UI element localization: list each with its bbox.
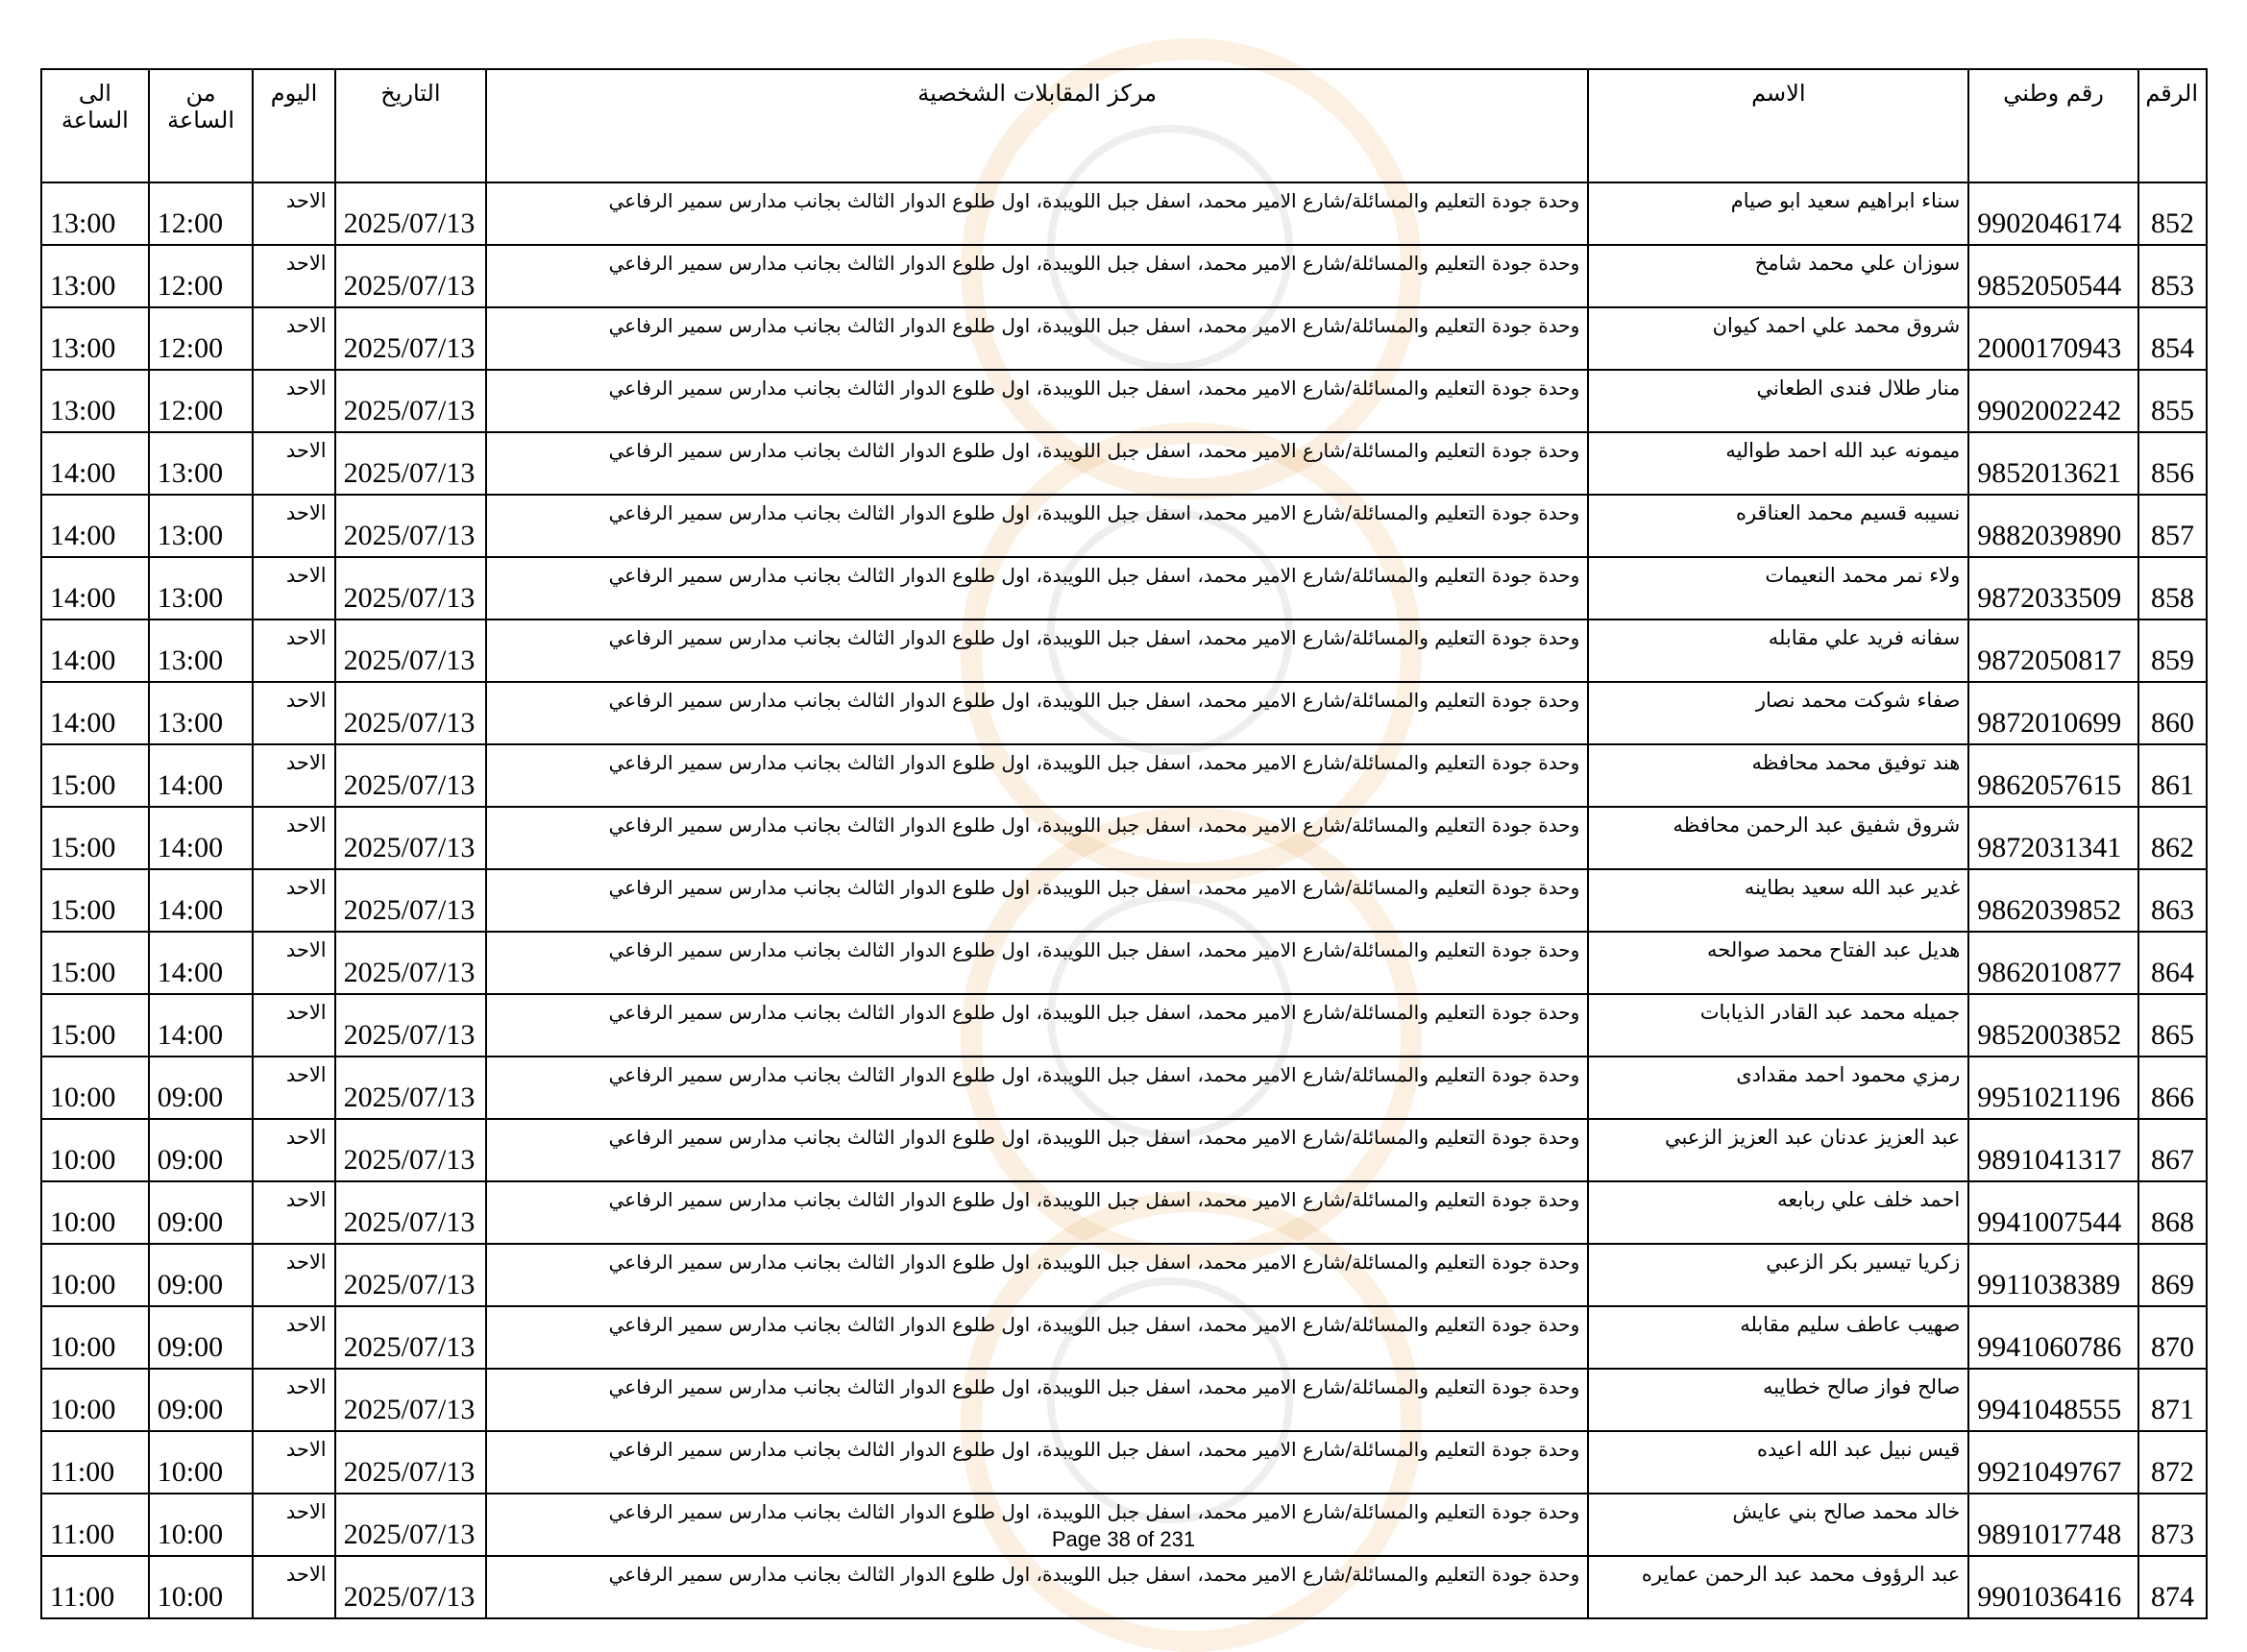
table-row [41,1556,2207,1618]
cell-to-time: 10:00 [41,1244,149,1306]
cell-name: عبد الرؤوف محمد عبد الرحمن عمايره [1588,1556,1968,1618]
cell-from-time: 09:00 [149,1057,254,1119]
cell-name: ميمونه عبد الله احمد طواليه [1588,432,1968,495]
table-row [41,1369,2207,1431]
cell-center: وحدة جودة التعليم والمسائلة/شارع الامير محمد، اسفل جبل اللويبدة، اول طلوع الدوار الثالث بجانب مدارس سمير الرفاعي [486,432,1588,495]
cell-to-time: 11:00 [41,1556,149,1618]
cell-date: 2025/07/13 [335,1494,486,1556]
cell-center: وحدة جودة التعليم والمسائلة/شارع الامير محمد، اسفل جبل اللويبدة، اول طلوع الدوار الثالث بجانب مدارس سمير الرفاعي [486,245,1588,307]
cell-to-time: 14:00 [41,557,149,620]
cell-to-time: 13:00 [41,245,149,307]
cell-day: الاحد [253,869,334,932]
cell-date: 2025/07/13 [335,495,486,557]
cell-national-id: 9852050544 [1968,245,2138,307]
cell-to-time: 15:00 [41,869,149,932]
cell-to-time: 15:00 [41,744,149,807]
cell-name: صهيب عاطف سليم مقابله [1588,1306,1968,1369]
cell-name: ولاء نمر محمد النعيمات [1588,557,1968,620]
cell-national-id: 9911038389 [1968,1244,2138,1306]
cell-day: الاحد [253,932,334,994]
header-seq: الرقم [2138,69,2207,182]
table-row [41,744,2207,807]
table-row [41,869,2207,932]
cell-date: 2025/07/13 [335,1181,486,1244]
cell-center: وحدة جودة التعليم والمسائلة/شارع الامير محمد، اسفل جبل اللويبدة، اول طلوع الدوار الثالث بجانب مدارس سمير الرفاعي [486,1181,1588,1244]
cell-date: 2025/07/13 [335,1556,486,1618]
cell-from-time: 13:00 [149,432,254,495]
cell-center: وحدة جودة التعليم والمسائلة/شارع الامير محمد، اسفل جبل اللويبدة، اول طلوع الدوار الثالث بجانب مدارس سمير الرفاعي [486,1556,1588,1618]
cell-national-id: 9941007544 [1968,1181,2138,1244]
cell-name: منار طلال فندى الطعاني [1588,370,1968,432]
cell-seq: 860 [2138,682,2207,744]
header-row [41,69,2207,182]
cell-from-time: 13:00 [149,557,254,620]
cell-day: الاحد [253,994,334,1057]
cell-day: الاحد [253,307,334,370]
cell-name: احمد خلف علي ربابعه [1588,1181,1968,1244]
cell-date: 2025/07/13 [335,557,486,620]
cell-date: 2025/07/13 [335,1369,486,1431]
cell-center: وحدة جودة التعليم والمسائلة/شارع الامير محمد، اسفل جبل اللويبدة، اول طلوع الدوار الثالث بجانب مدارس سمير الرفاعي [486,307,1588,370]
cell-national-id: 9882039890 [1968,495,2138,557]
cell-national-id: 9941048555 [1968,1369,2138,1431]
table-body [41,182,2207,1618]
cell-from-time: 09:00 [149,1244,254,1306]
cell-center: وحدة جودة التعليم والمسائلة/شارع الامير محمد، اسفل جبل اللويبدة، اول طلوع الدوار الثالث بجانب مدارس سمير الرفاعي [486,495,1588,557]
cell-to-time: 15:00 [41,807,149,869]
table-row [41,1244,2207,1306]
cell-from-time: 14:00 [149,807,254,869]
header-from-time: من الساعة [149,69,254,182]
cell-seq: 871 [2138,1369,2207,1431]
cell-from-time: 13:00 [149,495,254,557]
cell-national-id: 9902002242 [1968,370,2138,432]
cell-date: 2025/07/13 [335,1306,486,1369]
cell-national-id: 9862057615 [1968,744,2138,807]
cell-name: شروق شفيق عبد الرحمن محافظه [1588,807,1968,869]
cell-date: 2025/07/13 [335,1119,486,1181]
cell-national-id: 9891017748 [1968,1494,2138,1556]
cell-name: زكريا تيسير بكر الزعبي [1588,1244,1968,1306]
cell-day: الاحد [253,370,334,432]
cell-date: 2025/07/13 [335,245,486,307]
cell-name: جميله محمد عبد القادر الذيابات [1588,994,1968,1057]
cell-date: 2025/07/13 [335,307,486,370]
cell-center: وحدة جودة التعليم والمسائلة/شارع الامير محمد، اسفل جبل اللويبدة، اول طلوع الدوار الثالث بجانب مدارس سمير الرفاعي [486,869,1588,932]
cell-seq: 868 [2138,1181,2207,1244]
cell-seq: 867 [2138,1119,2207,1181]
cell-to-time: 15:00 [41,932,149,994]
table-row [41,557,2207,620]
cell-center: وحدة جودة التعليم والمسائلة/شارع الامير محمد، اسفل جبل اللويبدة، اول طلوع الدوار الثالث بجانب مدارس سمير الرفاعي [486,682,1588,744]
cell-name: قيس نبيل عبد الله اعيده [1588,1431,1968,1494]
cell-from-time: 12:00 [149,182,254,245]
cell-national-id: 9951021196 [1968,1057,2138,1119]
cell-seq: 866 [2138,1057,2207,1119]
cell-date: 2025/07/13 [335,807,486,869]
cell-date: 2025/07/13 [335,932,486,994]
cell-seq: 855 [2138,370,2207,432]
cell-name: نسيبه قسيم محمد العناقره [1588,495,1968,557]
cell-day: الاحد [253,1369,334,1431]
cell-to-time: 15:00 [41,994,149,1057]
cell-from-time: 14:00 [149,744,254,807]
cell-date: 2025/07/13 [335,744,486,807]
cell-seq: 859 [2138,620,2207,682]
cell-center: وحدة جودة التعليم والمسائلة/شارع الامير محمد، اسفل جبل اللويبدة، اول طلوع الدوار الثالث بجانب مدارس سمير الرفاعي [486,1306,1588,1369]
cell-from-time: 12:00 [149,245,254,307]
cell-seq: 861 [2138,744,2207,807]
cell-seq: 862 [2138,807,2207,869]
cell-date: 2025/07/13 [335,869,486,932]
cell-center: وحدة جودة التعليم والمسائلة/شارع الامير محمد، اسفل جبل اللويبدة، اول طلوع الدوار الثالث بجانب مدارس سمير الرفاعي [486,1119,1588,1181]
cell-from-time: 12:00 [149,307,254,370]
cell-center: وحدة جودة التعليم والمسائلة/شارع الامير محمد، اسفل جبل اللويبدة، اول طلوع الدوار الثالث بجانب مدارس سمير الرفاعي [486,744,1588,807]
cell-center: وحدة جودة التعليم والمسائلة/شارع الامير محمد، اسفل جبل اللويبدة، اول طلوع الدوار الثالث بجانب مدارس سمير الرفاعي [486,932,1588,994]
cell-date: 2025/07/13 [335,370,486,432]
cell-national-id: 9862010877 [1968,932,2138,994]
cell-seq: 856 [2138,432,2207,495]
cell-center: وحدة جودة التعليم والمسائلة/شارع الامير محمد، اسفل جبل اللويبدة، اول طلوع الدوار الثالث بجانب مدارس سمير الرفاعي [486,807,1588,869]
cell-name: غدير عبد الله سعيد بطاينه [1588,869,1968,932]
cell-from-time: 13:00 [149,620,254,682]
cell-national-id: 9902046174 [1968,182,2138,245]
cell-national-id: 9852003852 [1968,994,2138,1057]
cell-seq: 874 [2138,1556,2207,1618]
table-row [41,1057,2207,1119]
cell-seq: 863 [2138,869,2207,932]
cell-seq: 872 [2138,1431,2207,1494]
cell-national-id: 9891041317 [1968,1119,2138,1181]
cell-day: الاحد [253,182,334,245]
table-row [41,994,2207,1057]
cell-from-time: 09:00 [149,1306,254,1369]
cell-to-time: 13:00 [41,307,149,370]
table-row [41,620,2207,682]
cell-to-time: 11:00 [41,1494,149,1556]
cell-from-time: 10:00 [149,1556,254,1618]
cell-center: وحدة جودة التعليم والمسائلة/شارع الامير محمد، اسفل جبل اللويبدة، اول طلوع الدوار الثالث بجانب مدارس سمير الرفاعي [486,370,1588,432]
cell-name: شروق محمد علي احمد كيوان [1588,307,1968,370]
cell-center: وحدة جودة التعليم والمسائلة/شارع الامير محمد، اسفل جبل اللويبدة، اول طلوع الدوار الثالث بجانب مدارس سمير الرفاعي [486,1057,1588,1119]
cell-national-id: 9872033509 [1968,557,2138,620]
table-row [41,1431,2207,1494]
cell-from-time: 09:00 [149,1119,254,1181]
cell-seq: 870 [2138,1306,2207,1369]
cell-name: سناء ابراهيم سعيد ابو صيام [1588,182,1968,245]
cell-national-id: 2000170943 [1968,307,2138,370]
cell-day: الاحد [253,1244,334,1306]
cell-day: الاحد [253,1057,334,1119]
cell-name: سوزان علي محمد شامخ [1588,245,1968,307]
cell-national-id: 9921049767 [1968,1431,2138,1494]
cell-name: هديل عبد الفتاح محمد صوالحه [1588,932,1968,994]
table-row [41,807,2207,869]
cell-from-time: 09:00 [149,1369,254,1431]
header-center: مركز المقابلات الشخصية [486,69,1588,182]
cell-day: الاحد [253,1431,334,1494]
cell-national-id: 9901036416 [1968,1556,2138,1618]
cell-to-time: 11:00 [41,1431,149,1494]
cell-day: الاحد [253,620,334,682]
cell-seq: 869 [2138,1244,2207,1306]
cell-center: وحدة جودة التعليم والمسائلة/شارع الامير محمد، اسفل جبل اللويبدة، اول طلوع الدوار الثالث بجانب مدارس سمير الرفاعي [486,182,1588,245]
cell-from-time: 14:00 [149,994,254,1057]
page-number: Page 38 of 231 [1051,1527,1196,1551]
cell-to-time: 13:00 [41,370,149,432]
cell-to-time: 10:00 [41,1306,149,1369]
cell-national-id: 9852013621 [1968,432,2138,495]
table-row [41,182,2207,245]
cell-national-id: 9941060786 [1968,1306,2138,1369]
cell-to-time: 10:00 [41,1181,149,1244]
cell-date: 2025/07/13 [335,620,486,682]
cell-center: وحدة جودة التعليم والمسائلة/شارع الامير محمد، اسفل جبل اللويبدة، اول طلوع الدوار الثالث بجانب مدارس سمير الرفاعي [486,1494,1588,1556]
cell-day: الاحد [253,495,334,557]
cell-date: 2025/07/13 [335,994,486,1057]
cell-name: صفاء شوكت محمد نصار [1588,682,1968,744]
table-row [41,307,2207,370]
cell-seq: 854 [2138,307,2207,370]
interview-schedule-table [40,68,2208,1619]
table-row [41,432,2207,495]
cell-name: عبد العزيز عدنان عبد العزيز الزعبي [1588,1119,1968,1181]
table-row [41,1181,2207,1244]
cell-seq: 873 [2138,1494,2207,1556]
table-row [41,1306,2207,1369]
header-name: الاسم [1588,69,1968,182]
cell-from-time: 14:00 [149,932,254,994]
table-row [41,682,2207,744]
cell-center: وحدة جودة التعليم والمسائلة/شارع الامير محمد، اسفل جبل اللويبدة، اول طلوع الدوار الثالث بجانب مدارس سمير الرفاعي [486,1431,1588,1494]
cell-from-time: 12:00 [149,370,254,432]
cell-from-time: 10:00 [149,1431,254,1494]
cell-seq: 865 [2138,994,2207,1057]
cell-name: سفانه فريد علي مقابله [1588,620,1968,682]
header-day: اليوم [253,69,334,182]
cell-seq: 857 [2138,495,2207,557]
table-row [41,495,2207,557]
cell-from-time: 10:00 [149,1494,254,1556]
cell-date: 2025/07/13 [335,682,486,744]
table-row [41,1119,2207,1181]
cell-to-time: 13:00 [41,182,149,245]
cell-center: وحدة جودة التعليم والمسائلة/شارع الامير محمد، اسفل جبل اللويبدة، اول طلوع الدوار الثالث بجانب مدارس سمير الرفاعي [486,1244,1588,1306]
cell-center: وحدة جودة التعليم والمسائلة/شارع الامير محمد، اسفل جبل اللويبدة، اول طلوع الدوار الثالث بجانب مدارس سمير الرفاعي [486,1369,1588,1431]
table-row [41,932,2207,994]
cell-seq: 853 [2138,245,2207,307]
cell-to-time: 10:00 [41,1369,149,1431]
table-row [41,245,2207,307]
cell-name: رمزي محمود احمد مقدادى [1588,1057,1968,1119]
cell-seq: 858 [2138,557,2207,620]
cell-day: الاحد [253,1306,334,1369]
cell-day: الاحد [253,744,334,807]
cell-date: 2025/07/13 [335,432,486,495]
cell-day: الاحد [253,245,334,307]
cell-to-time: 14:00 [41,495,149,557]
cell-from-time: 14:00 [149,869,254,932]
cell-seq: 852 [2138,182,2207,245]
cell-to-time: 10:00 [41,1119,149,1181]
cell-name: صالح فواز صالح خطايبه [1588,1369,1968,1431]
cell-day: الاحد [253,432,334,495]
header-national-id: رقم وطني [1968,69,2138,182]
cell-national-id: 9872010699 [1968,682,2138,744]
cell-day: الاحد [253,1119,334,1181]
cell-to-time: 14:00 [41,620,149,682]
cell-day: الاحد [253,1181,334,1244]
cell-center: وحدة جودة التعليم والمسائلة/شارع الامير محمد، اسفل جبل اللويبدة، اول طلوع الدوار الثالث بجانب مدارس سمير الرفاعي [486,620,1588,682]
cell-date: 2025/07/13 [335,1057,486,1119]
cell-date: 2025/07/13 [335,182,486,245]
cell-national-id: 9872050817 [1968,620,2138,682]
cell-date: 2025/07/13 [335,1244,486,1306]
cell-to-time: 14:00 [41,432,149,495]
header-date: التاريخ [335,69,486,182]
cell-to-time: 10:00 [41,1057,149,1119]
cell-national-id: 9872031341 [1968,807,2138,869]
cell-name: هند توفيق محمد محافظه [1588,744,1968,807]
cell-day: الاحد [253,682,334,744]
cell-from-time: 13:00 [149,682,254,744]
cell-day: الاحد [253,1494,334,1556]
cell-seq: 864 [2138,932,2207,994]
cell-from-time: 09:00 [149,1181,254,1244]
cell-center: وحدة جودة التعليم والمسائلة/شارع الامير محمد، اسفل جبل اللويبدة، اول طلوع الدوار الثالث بجانب مدارس سمير الرفاعي [486,557,1588,620]
cell-day: الاحد [253,557,334,620]
table-row [41,370,2207,432]
cell-date: 2025/07/13 [335,1431,486,1494]
cell-to-time: 14:00 [41,682,149,744]
cell-day: الاحد [253,807,334,869]
cell-national-id: 9862039852 [1968,869,2138,932]
cell-center: وحدة جودة التعليم والمسائلة/شارع الامير محمد، اسفل جبل اللويبدة، اول طلوع الدوار الثالث بجانب مدارس سمير الرفاعي [486,994,1588,1057]
header-to-time: الى الساعة [41,69,149,182]
cell-name: خالد محمد صالح بني عايش [1588,1494,1968,1556]
cell-day: الاحد [253,1556,334,1618]
